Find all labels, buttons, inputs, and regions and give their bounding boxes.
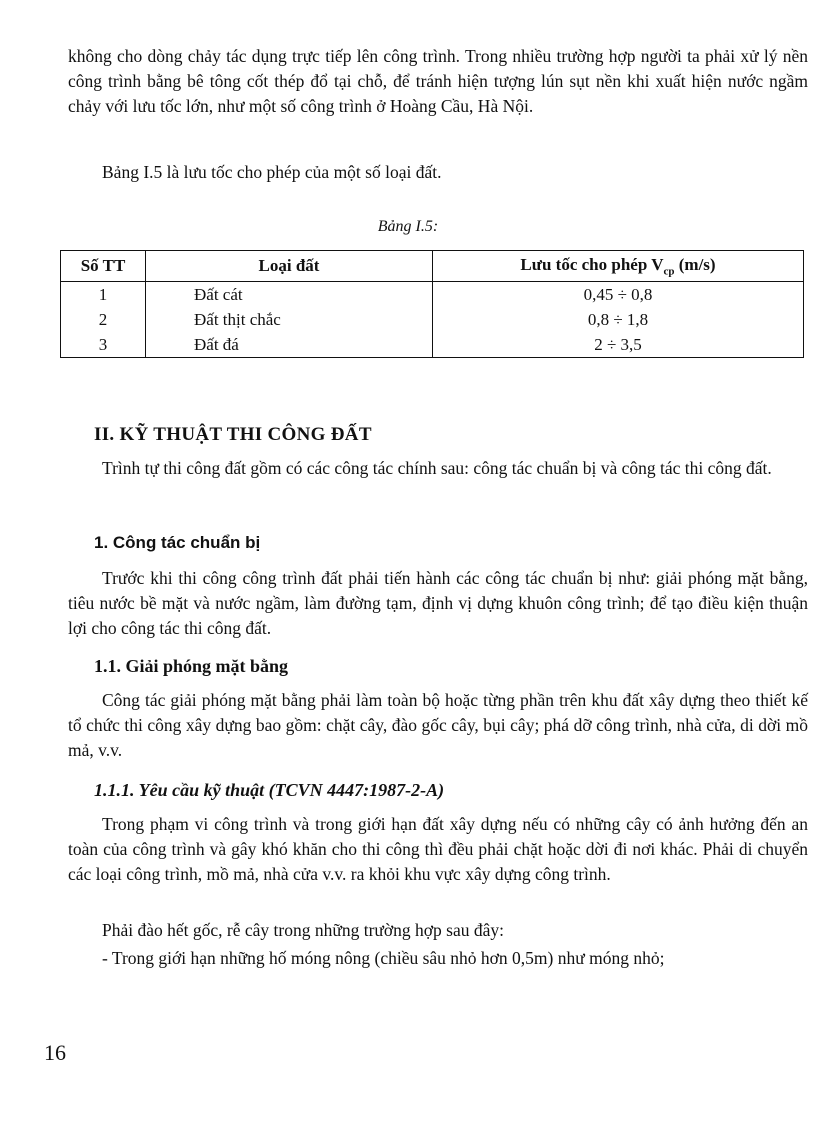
table-intro-paragraph: Bảng I.5 là lưu tốc cho phép của một số loại đất.: [102, 162, 442, 182]
cell-stt: 3: [61, 332, 146, 358]
cell-soil: Đất thịt chắc: [146, 307, 433, 332]
table-header-row: [61, 251, 804, 282]
table-row: [61, 307, 804, 332]
header-stt: Số TT: [61, 251, 146, 282]
table-row: [61, 332, 804, 358]
cell-speed: 2 ÷ 3,5: [433, 332, 804, 358]
cell-speed: 0,8 ÷ 1,8: [433, 307, 804, 332]
cell-stt: 1: [61, 282, 146, 308]
section-paragraph: Trình tự thi công đất gồm có các công tác chính sau: công tác chuẩn bị và công tác thi công đất.: [102, 458, 772, 478]
header-soil: Loại đất: [146, 251, 433, 282]
requirement-heading: 1.1.1. Yêu cầu kỹ thuật (TCVN 4447:1987-2-A): [94, 780, 445, 800]
cell-soil: Đất cát: [146, 282, 433, 308]
cell-speed: 0,45 ÷ 0,8: [433, 282, 804, 308]
clearing-paragraph: Công tác giải phóng mặt bằng phải làm toàn bộ hoặc từng phần trên khu đất xây dựng theo thiết kế tổ chức thi công xây dựng bao gồm: chặt cây, đào gốc cây, bụi cây; phá dỡ công trình, nhà cửa, di dời mồ mả, v.v.: [68, 690, 808, 760]
requirement-paragraph: Trong phạm vi công trình và trong giới hạn đất xây dựng nếu có những cây có ảnh hưởng đến an toàn của công trình và gây khó khăn cho thi công thì đều phải chặt hoặc dời đi nơi khác. Phải di chuyển các loại công trình, mồ mả, nhà cửa v.v. ra khỏi khu vực xây dựng công trình.: [68, 814, 808, 884]
header-speed-unit: (m/s): [674, 254, 716, 274]
list-item: - Trong giới hạn những hố móng nông (chiều sâu nhỏ hơn 0,5m) như móng nhỏ;: [102, 948, 665, 968]
table-caption: Bảng I.5:: [377, 218, 439, 235]
cell-stt: 2: [61, 307, 146, 332]
subsection-heading: 1. Công tác chuẩn bị: [94, 533, 261, 552]
root-removal-paragraph: Phải đào hết gốc, rễ cây trong những trường hợp sau đây:: [102, 920, 504, 940]
header-speed-sub: cp: [663, 265, 675, 278]
cell-soil: Đất đá: [146, 332, 433, 358]
header-speed: [433, 251, 804, 282]
table-row: [61, 282, 804, 308]
header-speed-main: Lưu tốc cho phép V: [520, 254, 664, 274]
subsubsection-heading: 1.1. Giải phóng mặt bằng: [94, 656, 289, 676]
intro-paragraph: không cho dòng chảy tác dụng trực tiếp lên công trình. Trong nhiều trường hợp người ta phải xử lý nền công trình bằng bê tông cốt thép đổ tại chỗ, để tránh hiện tượng lún sụt nền khi xuất hiện nước ngầm chảy với lưu tốc lớn, như một số công trình ở Hoàng Cầu, Hà Nội.: [68, 46, 808, 116]
section-heading: II. KỸ THUẬT THI CÔNG ĐẤT: [94, 424, 372, 445]
subsection-paragraph: Trước khi thi công công trình đất phải tiến hành các công tác chuẩn bị như: giải phóng mặt bằng, tiêu nước bề mặt và nước ngầm, làm đường tạm, định vị dựng khuôn công trình; để tạo điều kiện thuận lợi cho công tác thi công đất.: [68, 568, 808, 638]
soil-velocity-table: [60, 250, 804, 358]
page-number: 16: [44, 1040, 66, 1065]
